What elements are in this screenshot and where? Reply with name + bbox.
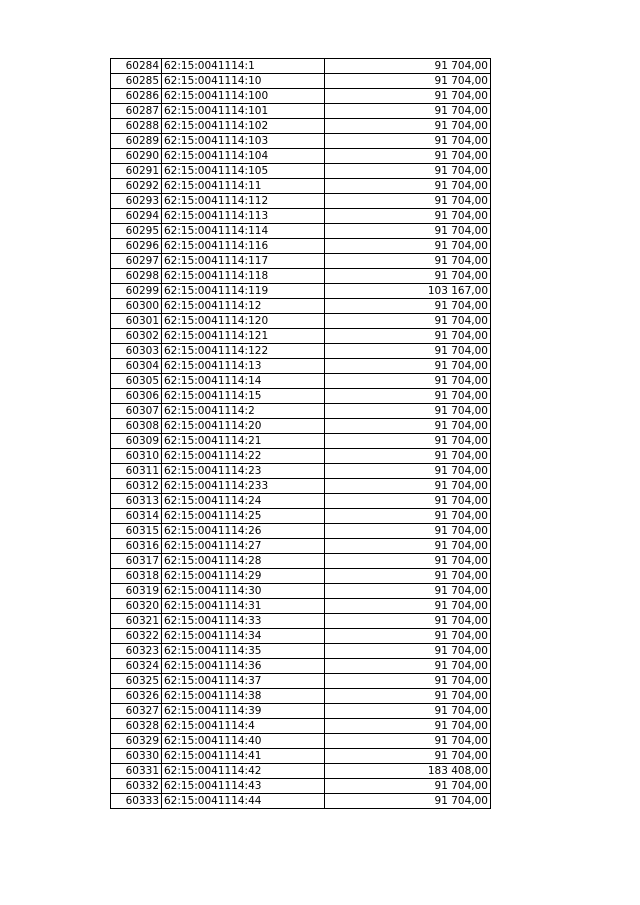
- row-number-cell: 60318: [111, 569, 162, 584]
- row-number-cell: 60319: [111, 584, 162, 599]
- row-number-cell: 60288: [111, 119, 162, 134]
- table-row: [111, 644, 491, 659]
- row-number-cell: 60295: [111, 224, 162, 239]
- table-row: [111, 194, 491, 209]
- row-number-cell: 60308: [111, 419, 162, 434]
- cadastral-number-cell: 62:15:0041114:21: [162, 434, 325, 449]
- cadastral-value-cell: 91 704,00: [325, 209, 491, 224]
- cadastral-number-cell: 62:15:0041114:100: [162, 89, 325, 104]
- row-number-cell: 60285: [111, 74, 162, 89]
- cadastral-value-cell: 91 704,00: [325, 59, 491, 74]
- row-number-cell: 60290: [111, 149, 162, 164]
- row-number-cell: 60286: [111, 89, 162, 104]
- cadastral-value-cell: 91 704,00: [325, 164, 491, 179]
- row-number-cell: 60316: [111, 539, 162, 554]
- table-row: [111, 419, 491, 434]
- cadastral-value-cell: 91 704,00: [325, 314, 491, 329]
- cadastral-value-cell: 91 704,00: [325, 119, 491, 134]
- cadastral-number-cell: 62:15:0041114:12: [162, 299, 325, 314]
- row-number-cell: 60305: [111, 374, 162, 389]
- cadastral-value-cell: 91 704,00: [325, 239, 491, 254]
- table-row: [111, 314, 491, 329]
- row-number-cell: 60324: [111, 659, 162, 674]
- table-row: [111, 164, 491, 179]
- cadastral-value-cell: 91 704,00: [325, 539, 491, 554]
- cadastral-number-cell: 62:15:0041114:29: [162, 569, 325, 584]
- cadastral-number-cell: 62:15:0041114:23: [162, 464, 325, 479]
- cadastral-value-cell: 91 704,00: [325, 644, 491, 659]
- table-row: [111, 659, 491, 674]
- cadastral-value-cell: 91 704,00: [325, 434, 491, 449]
- cadastral-value-cell: 91 704,00: [325, 704, 491, 719]
- cadastral-value-cell: 91 704,00: [325, 569, 491, 584]
- table-row: [111, 764, 491, 779]
- cadastral-number-cell: 62:15:0041114:233: [162, 479, 325, 494]
- table-row: [111, 584, 491, 599]
- table-body: [111, 59, 491, 809]
- row-number-cell: 60302: [111, 329, 162, 344]
- row-number-cell: 60333: [111, 794, 162, 809]
- table-row: [111, 179, 491, 194]
- cadastral-value-cell: 91 704,00: [325, 734, 491, 749]
- row-number-cell: 60287: [111, 104, 162, 119]
- row-number-cell: 60317: [111, 554, 162, 569]
- table-row: [111, 374, 491, 389]
- row-number-cell: 60330: [111, 749, 162, 764]
- row-number-cell: 60310: [111, 449, 162, 464]
- row-number-cell: 60303: [111, 344, 162, 359]
- row-number-cell: 60326: [111, 689, 162, 704]
- cadastral-number-cell: 62:15:0041114:30: [162, 584, 325, 599]
- table-row: [111, 329, 491, 344]
- cadastral-number-cell: 62:15:0041114:102: [162, 119, 325, 134]
- cadastral-value-cell: 91 704,00: [325, 104, 491, 119]
- table-row: [111, 539, 491, 554]
- cadastral-value-cell: 91 704,00: [325, 329, 491, 344]
- cadastral-number-cell: 62:15:0041114:26: [162, 524, 325, 539]
- cadastral-value-cell: 91 704,00: [325, 404, 491, 419]
- cadastral-value-cell: 91 704,00: [325, 494, 491, 509]
- cadastral-value-cell: 91 704,00: [325, 269, 491, 284]
- table-row: [111, 734, 491, 749]
- table-row: [111, 389, 491, 404]
- cadastral-value-cell: 91 704,00: [325, 149, 491, 164]
- cadastral-number-cell: 62:15:0041114:34: [162, 629, 325, 644]
- table-row: [111, 629, 491, 644]
- cadastral-value-cell: 91 704,00: [325, 299, 491, 314]
- cadastral-number-cell: 62:15:0041114:44: [162, 794, 325, 809]
- cadastral-value-cell: 91 704,00: [325, 674, 491, 689]
- cadastral-value-cell: 91 704,00: [325, 134, 491, 149]
- row-number-cell: 60315: [111, 524, 162, 539]
- table-row: [111, 674, 491, 689]
- cadastral-value-cell: 91 704,00: [325, 599, 491, 614]
- cadastral-number-cell: 62:15:0041114:116: [162, 239, 325, 254]
- row-number-cell: 60289: [111, 134, 162, 149]
- row-number-cell: 60329: [111, 734, 162, 749]
- cadastral-number-cell: 62:15:0041114:11: [162, 179, 325, 194]
- table-row: [111, 494, 491, 509]
- table-row: [111, 704, 491, 719]
- cadastral-value-cell: 91 704,00: [325, 659, 491, 674]
- cadastral-number-cell: 62:15:0041114:119: [162, 284, 325, 299]
- table-row: [111, 239, 491, 254]
- cadastral-number-cell: 62:15:0041114:33: [162, 614, 325, 629]
- row-number-cell: 60291: [111, 164, 162, 179]
- cadastral-value-cell: 91 704,00: [325, 449, 491, 464]
- table-row: [111, 149, 491, 164]
- row-number-cell: 60309: [111, 434, 162, 449]
- cadastral-number-cell: 62:15:0041114:25: [162, 509, 325, 524]
- row-number-cell: 60299: [111, 284, 162, 299]
- cadastral-number-cell: 62:15:0041114:120: [162, 314, 325, 329]
- cadastral-value-cell: 91 704,00: [325, 479, 491, 494]
- row-number-cell: 60332: [111, 779, 162, 794]
- cadastral-number-cell: 62:15:0041114:103: [162, 134, 325, 149]
- table-row: [111, 779, 491, 794]
- cadastral-number-cell: 62:15:0041114:31: [162, 599, 325, 614]
- table-row: [111, 449, 491, 464]
- cadastral-value-cell: 91 704,00: [325, 794, 491, 809]
- cadastral-value-cell: 91 704,00: [325, 179, 491, 194]
- cadastral-value-table: [110, 58, 491, 809]
- table-row: [111, 524, 491, 539]
- table-row: [111, 344, 491, 359]
- row-number-cell: 60321: [111, 614, 162, 629]
- cadastral-number-cell: 62:15:0041114:38: [162, 689, 325, 704]
- table-row: [111, 269, 491, 284]
- cadastral-number-cell: 62:15:0041114:2: [162, 404, 325, 419]
- cadastral-number-cell: 62:15:0041114:37: [162, 674, 325, 689]
- cadastral-number-cell: 62:15:0041114:36: [162, 659, 325, 674]
- table-row: [111, 509, 491, 524]
- cadastral-number-cell: 62:15:0041114:105: [162, 164, 325, 179]
- cadastral-number-cell: 62:15:0041114:112: [162, 194, 325, 209]
- row-number-cell: 60307: [111, 404, 162, 419]
- row-number-cell: 60313: [111, 494, 162, 509]
- cadastral-value-cell: 91 704,00: [325, 509, 491, 524]
- row-number-cell: 60314: [111, 509, 162, 524]
- cadastral-value-cell: 91 704,00: [325, 194, 491, 209]
- cadastral-number-cell: 62:15:0041114:113: [162, 209, 325, 224]
- cadastral-number-cell: 62:15:0041114:35: [162, 644, 325, 659]
- table-row: [111, 359, 491, 374]
- cadastral-number-cell: 62:15:0041114:28: [162, 554, 325, 569]
- cadastral-value-cell: 91 704,00: [325, 374, 491, 389]
- row-number-cell: 60325: [111, 674, 162, 689]
- cadastral-value-cell: 91 704,00: [325, 359, 491, 374]
- table-row: [111, 59, 491, 74]
- cadastral-value-cell: 91 704,00: [325, 464, 491, 479]
- cadastral-number-cell: 62:15:0041114:24: [162, 494, 325, 509]
- cadastral-number-cell: 62:15:0041114:40: [162, 734, 325, 749]
- table-row: [111, 254, 491, 269]
- cadastral-value-cell: 91 704,00: [325, 74, 491, 89]
- row-number-cell: 60331: [111, 764, 162, 779]
- cadastral-number-cell: 62:15:0041114:1: [162, 59, 325, 74]
- cadastral-value-cell: 183 408,00: [325, 764, 491, 779]
- cadastral-value-cell: 91 704,00: [325, 254, 491, 269]
- table-row: [111, 599, 491, 614]
- cadastral-value-cell: 91 704,00: [325, 89, 491, 104]
- table-row: [111, 74, 491, 89]
- cadastral-number-cell: 62:15:0041114:39: [162, 704, 325, 719]
- row-number-cell: 60306: [111, 389, 162, 404]
- table-row: [111, 554, 491, 569]
- cadastral-value-cell: 91 704,00: [325, 689, 491, 704]
- cadastral-number-cell: 62:15:0041114:14: [162, 374, 325, 389]
- row-number-cell: 60293: [111, 194, 162, 209]
- cadastral-value-cell: 91 704,00: [325, 749, 491, 764]
- cadastral-value-cell: 91 704,00: [325, 584, 491, 599]
- row-number-cell: 60323: [111, 644, 162, 659]
- row-number-cell: 60300: [111, 299, 162, 314]
- cadastral-value-cell: 91 704,00: [325, 419, 491, 434]
- cadastral-number-cell: 62:15:0041114:114: [162, 224, 325, 239]
- cadastral-number-cell: 62:15:0041114:10: [162, 74, 325, 89]
- cadastral-number-cell: 62:15:0041114:41: [162, 749, 325, 764]
- cadastral-number-cell: 62:15:0041114:104: [162, 149, 325, 164]
- table-row: [111, 104, 491, 119]
- row-number-cell: 60298: [111, 269, 162, 284]
- cadastral-number-cell: 62:15:0041114:118: [162, 269, 325, 284]
- row-number-cell: 60312: [111, 479, 162, 494]
- cadastral-number-cell: 62:15:0041114:122: [162, 344, 325, 359]
- table-row: [111, 794, 491, 809]
- table-row: [111, 569, 491, 584]
- table-row: [111, 719, 491, 734]
- table-row: [111, 224, 491, 239]
- cadastral-value-cell: 91 704,00: [325, 719, 491, 734]
- cadastral-number-cell: 62:15:0041114:42: [162, 764, 325, 779]
- table-row: [111, 209, 491, 224]
- table-row: [111, 299, 491, 314]
- cadastral-number-cell: 62:15:0041114:20: [162, 419, 325, 434]
- table-row: [111, 479, 491, 494]
- row-number-cell: 60294: [111, 209, 162, 224]
- row-number-cell: 60296: [111, 239, 162, 254]
- table-row: [111, 749, 491, 764]
- cadastral-value-cell: 91 704,00: [325, 779, 491, 794]
- cadastral-number-cell: 62:15:0041114:121: [162, 329, 325, 344]
- table-row: [111, 434, 491, 449]
- row-number-cell: 60304: [111, 359, 162, 374]
- cadastral-value-cell: 91 704,00: [325, 224, 491, 239]
- table-row: [111, 89, 491, 104]
- cadastral-number-cell: 62:15:0041114:43: [162, 779, 325, 794]
- table-row: [111, 404, 491, 419]
- row-number-cell: 60292: [111, 179, 162, 194]
- cadastral-number-cell: 62:15:0041114:101: [162, 104, 325, 119]
- cadastral-number-cell: 62:15:0041114:117: [162, 254, 325, 269]
- table-row: [111, 119, 491, 134]
- cadastral-value-cell: 91 704,00: [325, 524, 491, 539]
- cadastral-value-cell: 91 704,00: [325, 344, 491, 359]
- cadastral-number-cell: 62:15:0041114:27: [162, 539, 325, 554]
- table-row: [111, 284, 491, 299]
- row-number-cell: 60297: [111, 254, 162, 269]
- row-number-cell: 60284: [111, 59, 162, 74]
- row-number-cell: 60322: [111, 629, 162, 644]
- table-row: [111, 614, 491, 629]
- row-number-cell: 60327: [111, 704, 162, 719]
- cadastral-value-cell: 91 704,00: [325, 389, 491, 404]
- cadastral-number-cell: 62:15:0041114:22: [162, 449, 325, 464]
- table-row: [111, 689, 491, 704]
- cadastral-value-cell: 91 704,00: [325, 554, 491, 569]
- cadastral-value-cell: 91 704,00: [325, 614, 491, 629]
- row-number-cell: 60301: [111, 314, 162, 329]
- cadastral-number-cell: 62:15:0041114:4: [162, 719, 325, 734]
- cadastral-number-cell: 62:15:0041114:15: [162, 389, 325, 404]
- row-number-cell: 60311: [111, 464, 162, 479]
- cadastral-number-cell: 62:15:0041114:13: [162, 359, 325, 374]
- cadastral-value-cell: 103 167,00: [325, 284, 491, 299]
- table-row: [111, 464, 491, 479]
- table-row: [111, 134, 491, 149]
- row-number-cell: 60328: [111, 719, 162, 734]
- row-number-cell: 60320: [111, 599, 162, 614]
- cadastral-value-cell: 91 704,00: [325, 629, 491, 644]
